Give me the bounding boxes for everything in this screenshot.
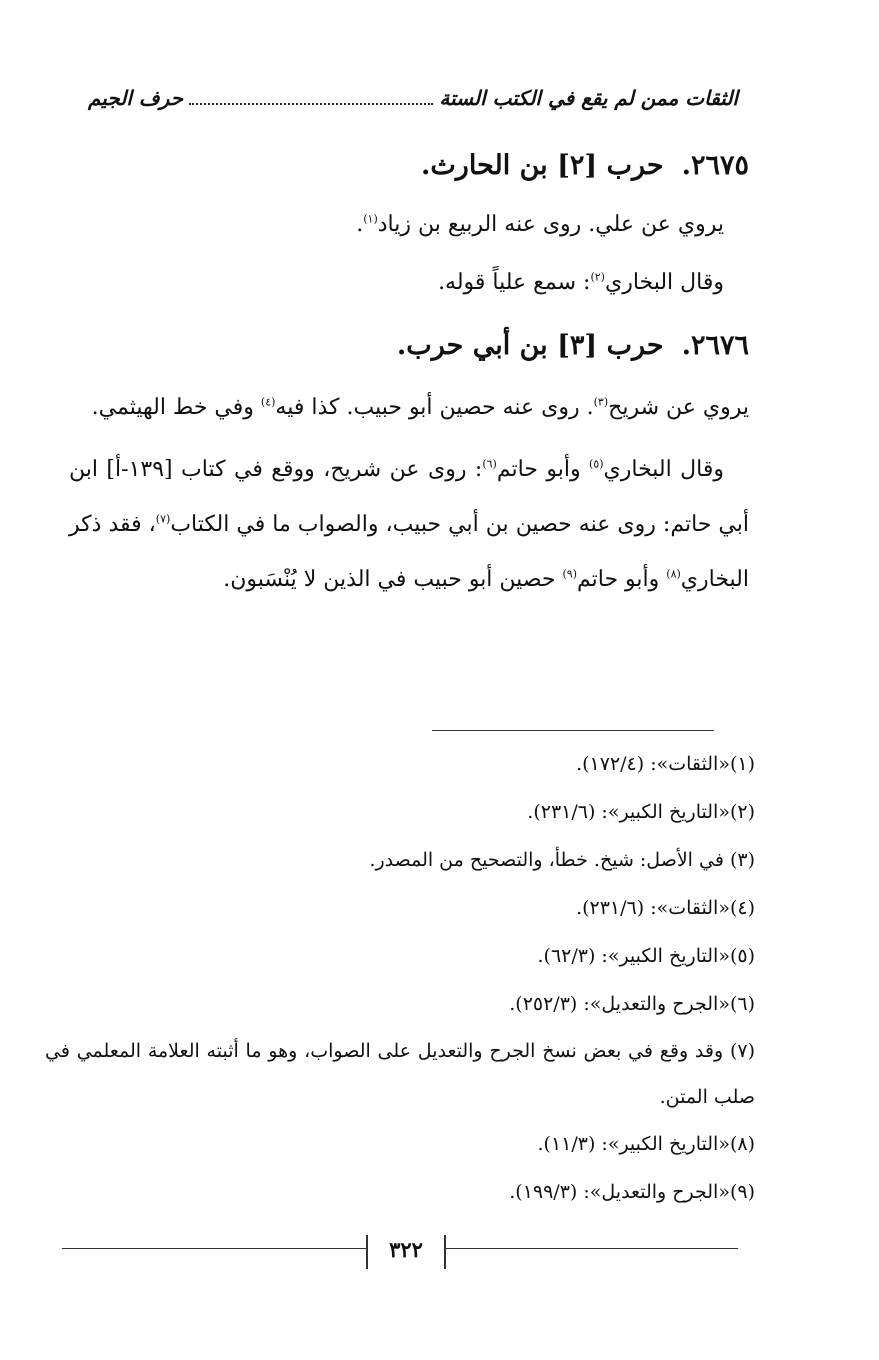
- footnote: (٨)«التاريخ الكبير»: (١١/٣).: [537, 1133, 755, 1155]
- entry-name: حرب [٣] بن أبي حرب.: [396, 330, 664, 361]
- footnote-ref: (٩): [562, 567, 577, 581]
- entry-title-2675: [421, 150, 749, 181]
- footnote-separator: [432, 730, 714, 731]
- para-text: حصين أبو حبيب في الذين لا يُنْسَبون.: [223, 567, 563, 592]
- para-text: ، فقد ذكر البخاري: [69, 512, 749, 592]
- line-tail: : سمع علياً قوله.: [438, 270, 591, 295]
- running-header: [88, 86, 738, 111]
- footnote-ref: (٢): [590, 270, 605, 284]
- page-number: ٣٢٢: [366, 1235, 446, 1269]
- line-text: . روى عنه حصين أبو حبيب. كذا فيه: [275, 395, 594, 420]
- footnotes: [45, 740, 755, 1216]
- para-text: وأبو حاتم: [496, 457, 590, 482]
- header-dots: [189, 102, 433, 105]
- footnote: (١)«الثقات»: (١٧٢/٤).: [576, 753, 755, 775]
- footnote-ref: (٣): [593, 395, 609, 409]
- footnote: (٢)«التاريخ الكبير»: (٢٣١/٦).: [527, 801, 755, 823]
- entry-title-2676: [397, 330, 749, 361]
- entry-line: [438, 270, 724, 295]
- footnote-ref: (٦): [482, 457, 497, 471]
- header-book-title: الثقات ممن لم يقع في الكتب الستة: [439, 86, 738, 110]
- header-chapter: حرف الجيم: [88, 86, 183, 110]
- para-text: : روى عن شريح، ووقع في كتاب [١٣٩-أ] ابن أبي حاتم: روى عنه حصين بن أبي حبيب، والصواب ما في الكتاب: [69, 457, 749, 537]
- footnote-ref: (١): [363, 212, 378, 226]
- footnote-ref: (٧): [155, 512, 171, 526]
- footnote: (٦)«الجرح والتعديل»: (٢٥٢/٣).: [509, 993, 755, 1015]
- entry-line: [356, 212, 724, 237]
- line-text: وقال البخاري: [604, 270, 724, 295]
- footnote: (٧) وقد وقع في بعض نسخ الجرح والتعديل على الصواب، وهو ما أثبته العلامة المعلمي في صلب المتن.: [45, 1040, 755, 1108]
- line-text: وفي خط الهيثمي.: [91, 395, 261, 420]
- footnote-ref: (٥): [589, 457, 604, 471]
- footnote: (٣) في الأصل: شيخ. خطأ، والتصحيح من المصدر.: [369, 849, 755, 871]
- entry-name: حرب [٢] بن الحارث.: [420, 150, 664, 181]
- entry-number: ٢٦٧٦.: [681, 330, 749, 361]
- footnote: (٥)«التاريخ الكبير»: (٦٢/٣).: [537, 945, 755, 967]
- para-text: وأبو حاتم: [577, 567, 667, 592]
- footnote: (٤)«الثقات»: (٢٣١/٦).: [576, 897, 755, 919]
- entry-number: ٢٦٧٥.: [681, 150, 749, 181]
- line-tail: .: [356, 212, 364, 237]
- footnote: (٩)«الجرح والتعديل»: (١٩٩/٣).: [509, 1181, 755, 1203]
- line-text: يروي عن شريح: [608, 395, 749, 420]
- entry-line: [92, 395, 749, 420]
- entry-paragraph: [69, 442, 749, 607]
- line-text: يروي عن علي. روى عنه الربيع بن زياد: [377, 212, 724, 237]
- footnote-ref: (٤): [260, 395, 276, 409]
- para-text: وقال البخاري: [603, 457, 725, 482]
- footnote-ref: (٨): [666, 567, 681, 581]
